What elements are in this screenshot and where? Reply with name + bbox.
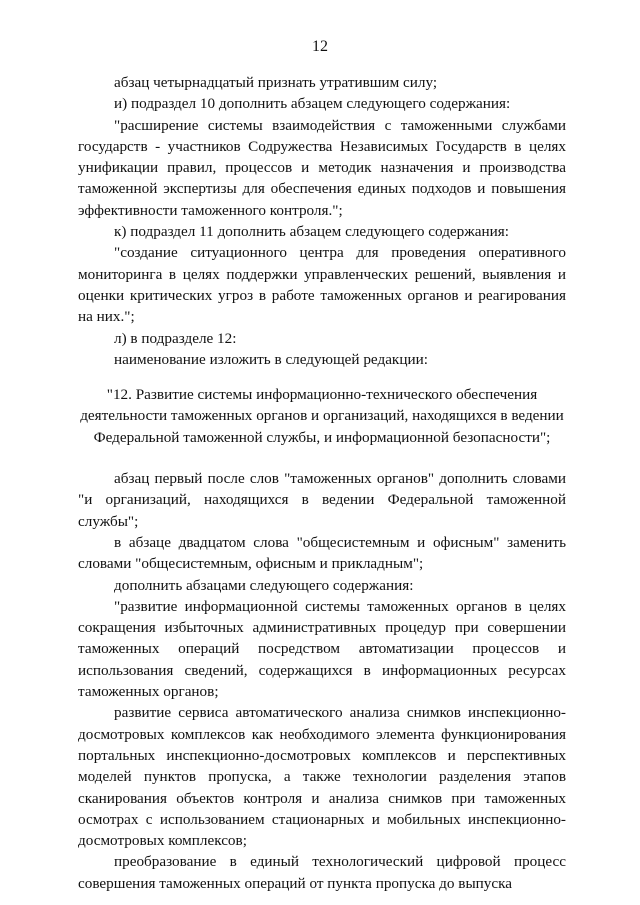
paragraph: и) подраздел 10 дополнить абзацем следующего содержания: <box>114 95 511 113</box>
page-number: 12 <box>312 38 328 55</box>
document-body <box>78 72 566 894</box>
paragraph: "создание ситуационного центра для проведения оперативного мониторинга в целях поддержки управленческих решений, выявления и оценки критических угроз в работе таможенных органов и реагирования на них."; <box>78 244 566 326</box>
paragraph: наименование изложить в следующей редакции: <box>114 350 428 368</box>
paragraph: развитие сервиса автоматического анализа снимков инспекционно-досмотровых комплексов как необходимого элемента функционирования портальных инспекционно-досмотровых комплексов и перспективных моделей пунктов пропуска, а также технологии разделения этапов сканирования объектов контроля и анализа снимков при таможенных осмотрах с использованием стационарных и мобильных инспекционно-досмотровых комплексов; <box>78 704 566 850</box>
paragraph: в абзаце двадцатом слова "общесистемным и офисным" заменить словами "общесистемным, офисным и прикладным"; <box>78 533 566 573</box>
paragraph: дополнить абзацами следующего содержания: <box>114 576 414 594</box>
paragraph: "расширение системы взаимодействия с таможенными службами государств - участников Содружества Независимых Государств в целях унификации правил, процессов и методик назначения и производства таможенной экспертизы для обеспечения единых подходов и повышения эффективности таможенного контроля."; <box>78 116 566 219</box>
paragraph: преобразование в единый технологический цифровой процесс совершения таможенных операций от пункта пропуска до выпуска <box>78 853 566 892</box>
paragraph: к) подраздел 11 дополнить абзацем следующего содержания: <box>114 223 509 241</box>
paragraph: "развитие информационной системы таможенных органов в целях сокращения избыточных административных процедур при совершении таможенных операций посредством автоматизации процессов и использования сведений, содержащихся в информационных ресурсах таможенных органов; <box>78 597 566 701</box>
paragraph: л) в подразделе 12: <box>114 329 237 347</box>
section-heading: "12. Развитие системы информационно-технического обеспечения деятельности таможенных органов и организаций, находящихся в ведении Федеральной таможенной службы, и информационной безопасности"; <box>80 386 564 446</box>
paragraph: абзац первый после слов "таможенных органов" дополнить словами "и организаций, находящихся в ведении Федеральной таможенной службы"; <box>78 470 566 530</box>
paragraph: абзац четырнадцатый признать утратившим силу; <box>114 74 438 91</box>
